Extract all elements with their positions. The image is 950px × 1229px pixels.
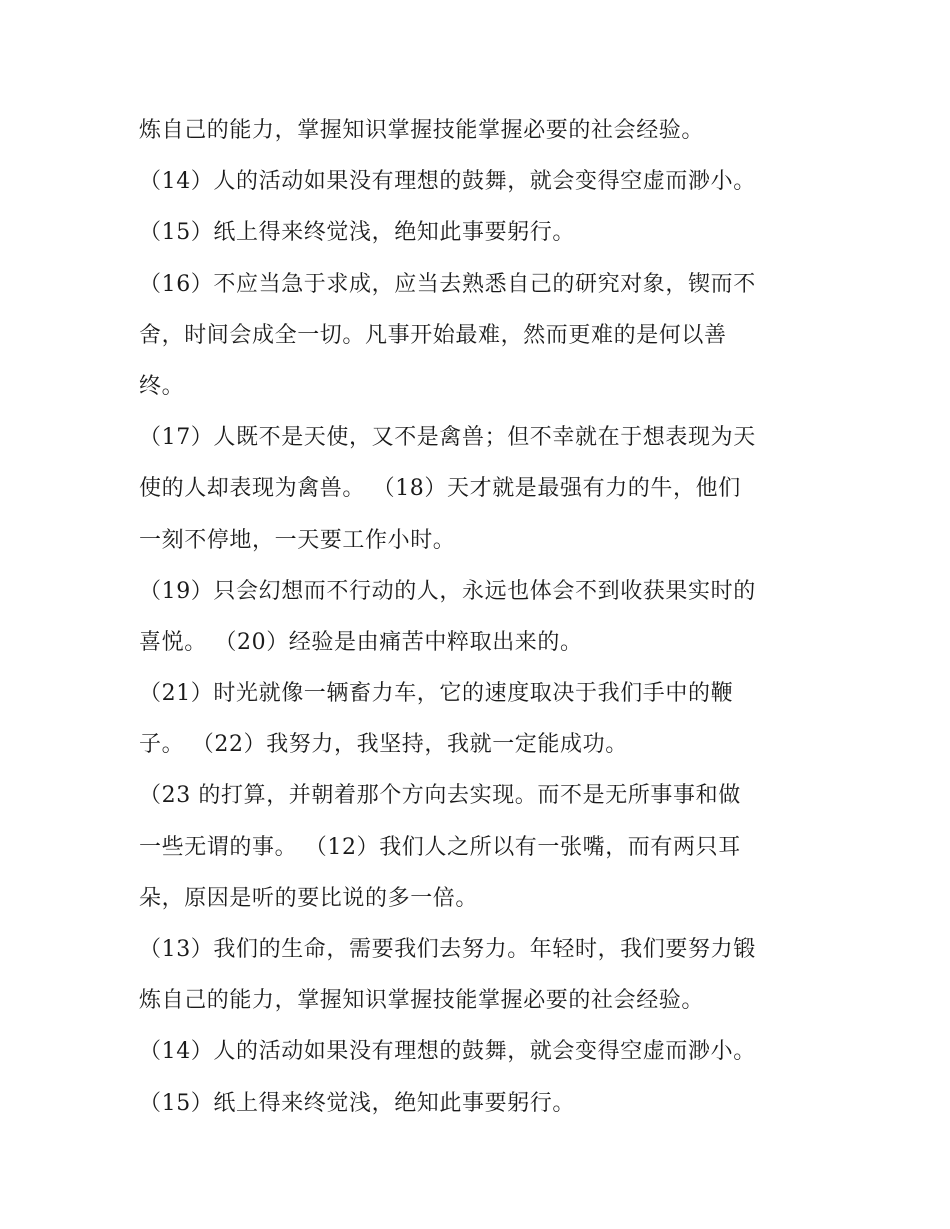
text-line: （15）纸上得来终觉浅，绝知此事要躬行。 bbox=[139, 1090, 575, 1116]
text-line: 一些无谓的事。 （12）我们人之所以有一张嘴，而有两只耳 bbox=[139, 834, 741, 860]
text-line: （23 的打算，并朝着那个方向去实现。而不是无所事事和做 bbox=[139, 783, 741, 809]
text-line: 炼自己的能力，掌握知识掌握技能掌握必要的社会经验。 bbox=[139, 118, 705, 143]
text-line: 炼自己的能力，掌握知识掌握技能掌握必要的社会经验。 bbox=[139, 988, 705, 1014]
text-line: （17）人既不是天使，又不是禽兽；但不幸就在于想表现为天 bbox=[139, 425, 756, 451]
text-line: （16）不应当急于求成，应当去熟悉自己的研究对象，锲而不 bbox=[139, 271, 756, 297]
text-line: （13）我们的生命，需要我们去努力。年轻时，我们要努力锻 bbox=[139, 937, 756, 962]
text-line: 喜悦。 （20）经验是由痛苦中粹取出来的。 bbox=[139, 629, 583, 655]
text-line: 舍，时间会成全一切。凡事开始最难，然而更难的是何以善 bbox=[139, 322, 727, 348]
document-body bbox=[139, 105, 839, 1129]
text-line: 子。 （22）我努力，我坚持，我就一定能成功。 bbox=[139, 732, 628, 758]
text-line: （15）纸上得来终觉浅，绝知此事要躬行。 bbox=[139, 220, 575, 246]
text-line: （21）时光就像一辆畜力车，它的速度取决于我们手中的鞭 bbox=[139, 681, 734, 707]
text-line: 一刻不停地，一天要工作小时。 bbox=[139, 527, 456, 553]
text-line: （19）只会幻想而不行动的人，永远也体会不到收获果实时的 bbox=[139, 578, 756, 604]
text-line: 使的人却表现为禽兽。 （18）天才就是最强有力的牛，他们 bbox=[139, 476, 741, 502]
text-line: （14）人的活动如果没有理想的鼓舞，就会变得空虚而渺小。 bbox=[139, 169, 756, 195]
text-line: 终。 bbox=[139, 373, 185, 399]
text-line: 朵，原因是听的要比说的多一倍。 bbox=[139, 885, 479, 911]
text-line: （14）人的活动如果没有理想的鼓舞，就会变得空虚而渺小。 bbox=[139, 1039, 756, 1065]
